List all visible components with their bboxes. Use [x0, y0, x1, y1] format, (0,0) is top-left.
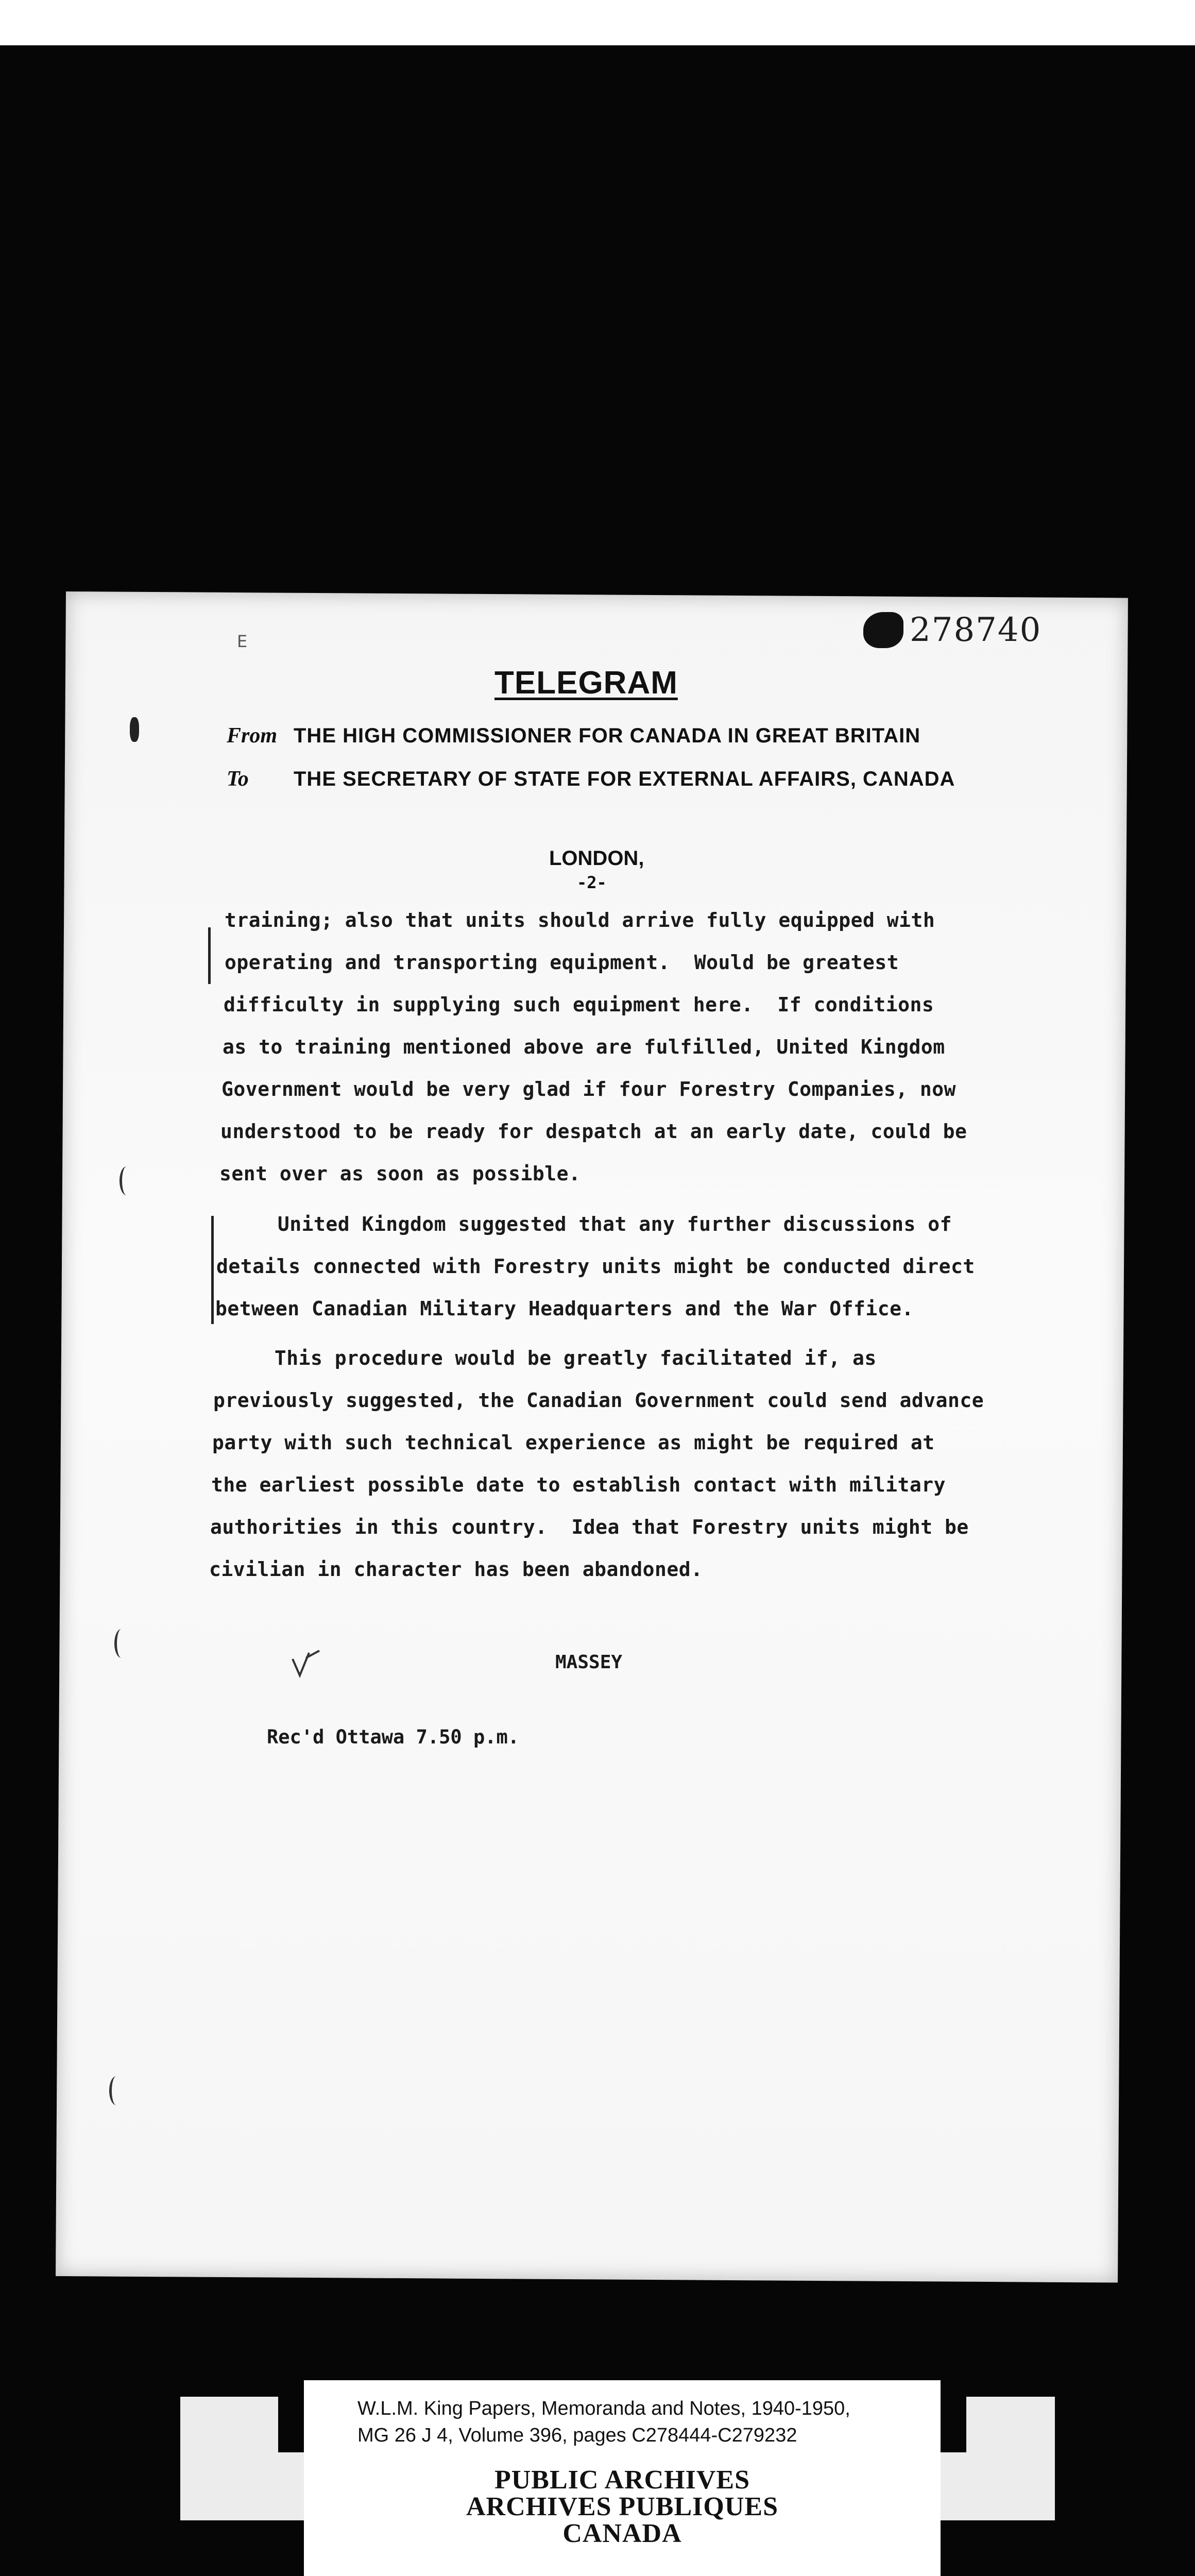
- footer-tab: [941, 2380, 966, 2452]
- body-line: civilian in character has been abandoned.: [209, 1558, 703, 1581]
- received-note: Rec'd Ottawa 7.50 p.m.: [267, 1726, 520, 1748]
- body-line: between Canadian Military Headquarters and the War Office.: [215, 1297, 914, 1320]
- archive-name-en: PUBLIC ARCHIVES: [494, 2465, 750, 2495]
- punch-hole-icon: [114, 1629, 128, 1658]
- body-line: details connected with Forestry units might be conducted direct: [216, 1255, 975, 1278]
- to-label: To: [227, 767, 249, 791]
- body-line: party with such technical experience as might be required at: [212, 1431, 935, 1454]
- body-line: operating and transporting equipment. Would be greatest: [225, 951, 899, 974]
- serial-number: 278740: [910, 611, 1042, 649]
- margin-mark: [208, 927, 211, 984]
- to-value: THE SECRETARY OF STATE FOR EXTERNAL AFFAIRS, CANADA: [294, 768, 955, 790]
- body-line: This procedure would be greatly facilitated if, as: [214, 1347, 877, 1369]
- from-label: From: [227, 724, 278, 748]
- citation-line: W.L.M. King Papers, Memoranda and Notes, 1940-1950,: [357, 2398, 850, 2419]
- from-line: [227, 723, 920, 748]
- footer-tab: [278, 2380, 304, 2452]
- body-line: the earliest possible date to establish contact with military: [211, 1473, 946, 1496]
- stamp-blot-icon: [863, 612, 903, 648]
- body-line: understood to be ready for despatch at an early date, could be: [220, 1120, 967, 1143]
- to-line: [227, 767, 955, 791]
- citation-line: MG 26 J 4, Volume 396, pages C278444-C279232: [357, 2425, 797, 2446]
- check-mark-icon: [288, 1643, 330, 1685]
- body-line: previously suggested, the Canadian Government could send advance: [213, 1389, 984, 1412]
- punch-hole-icon: [120, 1166, 133, 1195]
- body-line: sent over as soon as possible.: [219, 1162, 581, 1185]
- margin-mark: [211, 1216, 214, 1324]
- page-number: -2-: [577, 873, 607, 892]
- from-value: THE HIGH COMMISSIONER FOR CANADA IN GREAT BRITAIN: [294, 724, 921, 747]
- body-line: training; also that units should arrive fully equipped with: [225, 909, 935, 931]
- body-line: authorities in this country. Idea that Forestry units might be: [210, 1516, 969, 1538]
- archive-name-fr: ARCHIVES PUBLIQUES: [466, 2492, 779, 2521]
- page-mark: E: [237, 632, 248, 651]
- document-title: TELEGRAM: [494, 665, 678, 701]
- archive-country: CANADA: [562, 2519, 682, 2548]
- punch-hole-icon: [109, 2076, 123, 2105]
- body-line: United Kingdom suggested that any further discussions of: [217, 1213, 952, 1235]
- ink-blot-icon: [130, 717, 139, 742]
- place-of-origin: LONDON,: [549, 847, 644, 870]
- body-line: Government would be very glad if four Forestry Companies, now: [221, 1078, 957, 1100]
- signature: MASSEY: [555, 1652, 623, 1673]
- body-line: difficulty in supplying such equipment here. If conditions: [224, 993, 934, 1016]
- body-line: as to training mentioned above are fulfilled, United Kingdom: [223, 1036, 945, 1058]
- serial-stamp: [863, 608, 1049, 654]
